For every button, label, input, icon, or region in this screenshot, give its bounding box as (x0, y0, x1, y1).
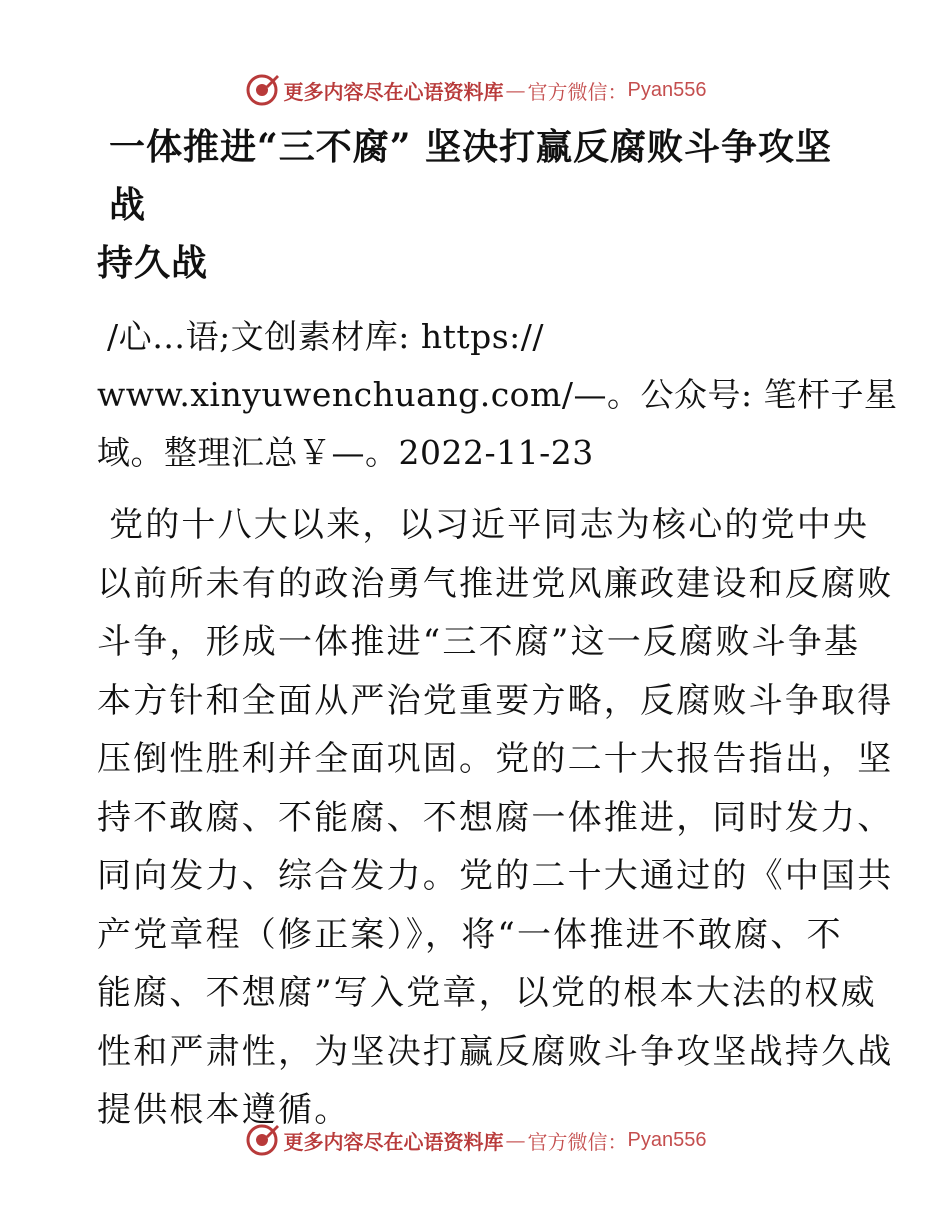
footer-banner (0, 1120, 950, 1160)
body-line: 本方针和全面从严治党重要方略，反腐败斗争取得 (97, 680, 894, 721)
source-line-3: 域。整理汇总￥—。2022-11-23 (97, 433, 594, 472)
source-info (97, 308, 898, 482)
banner-brand: 更多内容尽在心语资料库 (283, 79, 504, 104)
body-paragraph (97, 496, 894, 1140)
document-content (97, 118, 898, 1140)
banner-handle: Pyan556 (627, 1128, 707, 1151)
source-line-1: /心…语;文创素材库: https:// (107, 317, 545, 356)
pen-circle-logo-icon (244, 1122, 280, 1158)
body-line: 斗争，形成一体推进“三不腐”这一反腐败斗争基 (97, 622, 861, 662)
body-line: 以前所未有的政治勇气推进党风廉政建设和反腐败 (97, 563, 894, 604)
banner-official-label: 官方微信： (527, 1129, 628, 1154)
document-title (97, 118, 857, 292)
title-line-1: 一体推进“三不腐” 坚决打赢反腐败斗争攻坚战 (109, 126, 832, 226)
body-line: 产党章程（修正案）》，将“一体推进不敢腐、不 (97, 914, 843, 955)
body-line: 持不敢腐、不能腐、不想腐一体推进，同时发力、 (97, 797, 894, 838)
banner-official-label: 官方微信： (527, 79, 628, 104)
body-line: 性和严肃性，为坚决打赢反腐败斗争攻坚战持久战 (97, 1031, 894, 1072)
header-banner (0, 70, 950, 110)
body-line: 同向发力、综合发力。党的二十大通过的《中国共 (97, 856, 894, 896)
source-line-2: www.xinyuwenchuang.com/—。公众号: 笔杆子星 (97, 375, 898, 414)
body-line: 提供根本遵循。 (97, 1090, 351, 1130)
banner-handle: Pyan556 (627, 78, 707, 101)
banner-dash: — (505, 78, 526, 102)
body-line: 压倒性胜利并全面巩固。党的二十大报告指出，坚 (97, 739, 894, 779)
title-line-2: 持久战 (97, 242, 209, 284)
pen-circle-logo-icon (244, 72, 280, 108)
banner-dash: — (505, 1128, 526, 1152)
banner-brand: 更多内容尽在心语资料库 (283, 1129, 504, 1154)
body-line: 党的十八大以来，以习近平同志为核心的党中央 (109, 505, 870, 545)
body-line: 能腐、不想腐”写入党章，以党的根本大法的权威 (97, 973, 877, 1013)
